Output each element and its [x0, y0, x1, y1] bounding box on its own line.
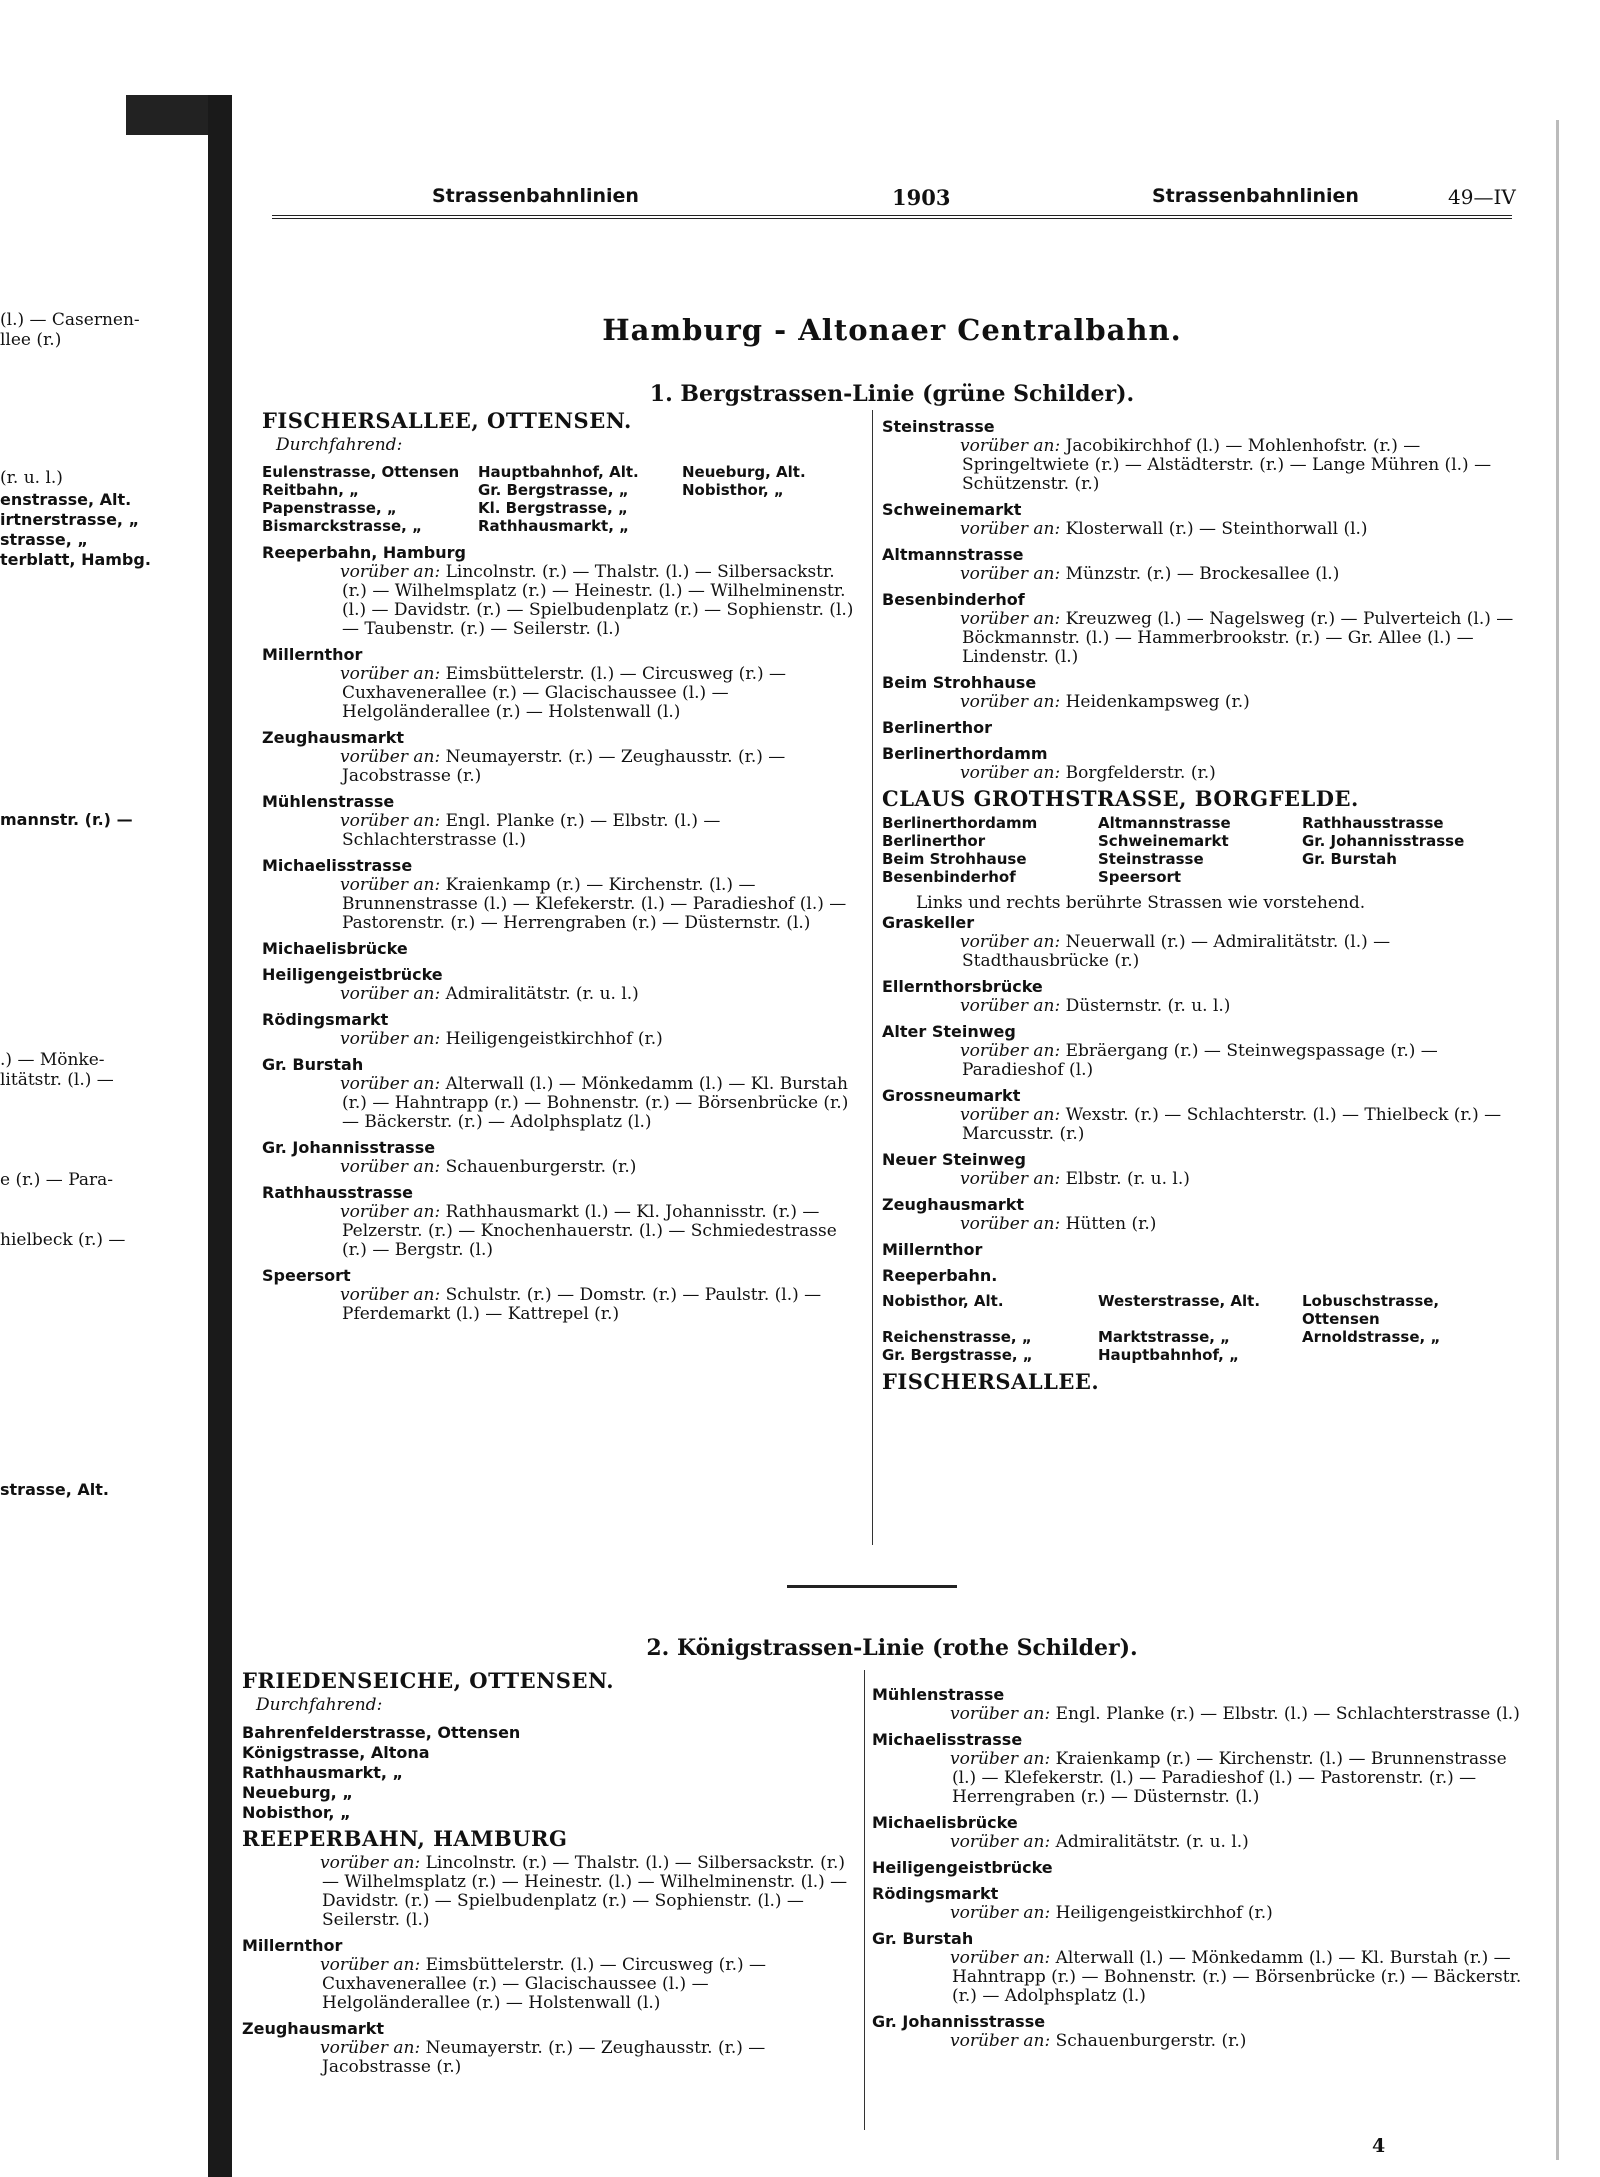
stop-passes: vorüber an: Münzstr. (r.) — Brockesallee (l.) — [960, 564, 1340, 584]
stop-passes: vorüber an: Schulstr. (r.) — Domstr. (r.) — Paulstr. (l.) — Pferdemarkt (l.) — Kattrepel (r.) — [340, 1285, 822, 1324]
header-year: 1903 — [892, 185, 951, 210]
l1l-entry — [262, 1138, 862, 1177]
passes-label: vorüber an: — [950, 1832, 1056, 1852]
through-stop: Königstrasse, Altona — [242, 1743, 430, 1762]
stop-passes: vorüber an: Lincolnstr. (r.) — Thalstr. (l.) — Silbersackstr. (r.) — Wilhelmsplatz (r.) — Heinestr. (l.) — Wilhelminenstr. (l.) — Davidstr. (r.) — Spielbudenplatz (r.) — Sophienstr. (l.) — Taubenstr. (r.) — Seilerstr. (l.) — [340, 562, 854, 639]
l2r-entry — [872, 1730, 1532, 1807]
stop-passes: vorüber an: Neumayerstr. (r.) — Zeughausstr. (r.) — Jacobstrasse (r.) — [340, 747, 786, 786]
through-label: Durchfahrend: — [276, 435, 403, 455]
book-spine — [208, 95, 232, 2177]
stop-passes: vorüber an: Kraienkamp (r.) — Kirchenstr. (l.) — Brunnenstrasse (l.) — Klefekerstr. (l.) — Paradieshof (l.) — Pastorenstr. (r.) — Herrengraben (r.) — Düsternstr. (l.) — [340, 875, 847, 933]
passes-label: vorüber an: — [960, 763, 1066, 783]
stop-name: Reeperbahn. — [882, 1266, 998, 1285]
passes-label: vorüber an: — [340, 664, 446, 684]
left-page-fragment — [0, 95, 222, 2177]
stop-name: Michaelisstrasse — [872, 1730, 1023, 1749]
passes-label: vorüber an: — [960, 1105, 1066, 1125]
stop-passes: vorüber an: Heiligengeistkirchhof (r.) — [340, 1029, 663, 1049]
grid-cell: Hauptbahnhof, „ — [1098, 1346, 1239, 1364]
l1l-entry — [262, 965, 862, 1004]
grid-cell — [1302, 1346, 1502, 1364]
l1l-entry — [262, 1010, 862, 1049]
fragment-text: (r. u. l.) — [0, 468, 63, 488]
passes-label: vorüber an: — [340, 984, 446, 1004]
grid-cell: Eulenstrasse, Ottensen — [262, 463, 460, 481]
running-header — [272, 185, 1532, 215]
l1r2-entry — [882, 977, 1542, 1016]
start-station: FISCHERSALLEE, OTTENSEN. — [262, 408, 632, 433]
passes-label: vorüber an: — [960, 1214, 1066, 1234]
passes-label: vorüber an: — [950, 1749, 1056, 1769]
l2l-entry — [242, 1854, 852, 1930]
stop-passes: vorüber an: Alterwall (l.) — Mönkedamm (l.) — Kl. Burstah (r.) — Hahntrapp (r.) — Bohnenstr. (r.) — Börsenbrücke (r.) — Bäckerstr. (r.) — Adolphsplatz (l.) — [340, 1074, 849, 1132]
stop-passes: vorüber an: Jacobikirchhof (l.) — Mohlenhofstr. (r.) — Springeltwiete (r.) — Alstädterstr. (r.) — Lange Mühren (l.) — Schützenstr. (r.) — [960, 436, 1492, 494]
l1r-entry — [882, 718, 1542, 738]
spine-shadow-top — [126, 95, 208, 135]
grid-cell: Neueburg, Alt. — [682, 463, 806, 481]
passes-label: vorüber an: — [960, 609, 1066, 629]
grid-cell: Papenstrasse, „ — [262, 499, 397, 517]
passes-label: vorüber an: — [320, 1955, 426, 1975]
fragment-text: mannstr. (r.) — — [0, 810, 133, 829]
grid-cell: Berlinerthor — [882, 832, 986, 850]
stop-passes: vorüber an: Lincolnstr. (r.) — Thalstr. (l.) — Silbersackstr. (r.) — Wilhelmsplatz (r.) — Heinestr. (l.) — Wilhelminenstr. (l.) — Davidstr. (r.) — Spielbudenplatz (r.) — Sophienstr. (l.) — Seilerstr. (l.) — [320, 1853, 848, 1930]
grid-cell: Berlinerthordamm — [882, 814, 1038, 832]
column-rule-2 — [864, 1670, 865, 2130]
fragment-text: strasse, Alt. — [0, 1480, 109, 1499]
line2-right-column — [872, 1685, 1532, 2057]
stop-passes: vorüber an: Ebräergang (r.) — Steinwegspassage (r.) — Paradieshof (l.) — [960, 1041, 1438, 1080]
stop-name: Graskeller — [882, 913, 975, 932]
passes-label: vorüber an: — [960, 996, 1066, 1016]
l1r2-entry — [882, 1195, 1542, 1234]
grid-cell: Reitbahn, „ — [262, 481, 360, 499]
stop-passes: vorüber an: Neumayerstr. (r.) — Zeughausstr. (r.) — Jacobstrasse (r.) — [320, 2038, 766, 2077]
stop-passes: vorüber an: Admiralitätstr. (r. u. l.) — [340, 984, 639, 1004]
grid-cell: Gr. Johannisstrasse — [1302, 832, 1465, 850]
grid-cell: Arnoldstrasse, „ — [1302, 1328, 1441, 1346]
end-station: FISCHERSALLEE. — [882, 1369, 1100, 1394]
through-stop: Bahrenfelderstrasse, Ottensen — [242, 1723, 521, 1742]
header-left: Strassenbahnlinien — [432, 185, 639, 207]
l2r-entry — [872, 1929, 1532, 2006]
l2r-entry — [872, 2012, 1532, 2051]
passes-label: vorüber an: — [950, 1903, 1056, 1923]
stop-name: Michaelisbrücke — [262, 939, 408, 958]
l1r2-entry — [882, 913, 1542, 971]
fragment-text: llee (r.) — [0, 330, 62, 350]
through-stop: Nobisthor, „ — [242, 1803, 351, 1822]
fragment-text: terblatt, Hambg. — [0, 550, 151, 569]
passes-label: vorüber an: — [340, 875, 446, 895]
passes-label: vorüber an: — [960, 692, 1066, 712]
grid-cell — [1302, 868, 1502, 886]
line1-heading: 1. Bergstrassen-Linie (grüne Schilder). — [649, 381, 1135, 407]
l2l-entry — [242, 1936, 852, 2013]
stop-passes: vorüber an: Admiralitätstr. (r. u. l.) — [950, 1832, 1249, 1852]
stop-name: Millernthor — [262, 645, 363, 664]
stop-name: Millernthor — [882, 1240, 983, 1259]
passes-label: vorüber an: — [340, 747, 446, 767]
footer-page-number: 4 — [1372, 2135, 1386, 2157]
l1l-entry — [262, 1183, 862, 1260]
l1r2-entry — [882, 1266, 1542, 1286]
stop-name: Rödingsmarkt — [262, 1010, 389, 1029]
stop-passes: vorüber an: Schauenburgerstr. (r.) — [950, 2031, 1247, 2051]
right-page — [232, 95, 1552, 2177]
stop-name: Millernthor — [242, 1936, 343, 1955]
fragment-text: (l.) — Casernen- — [0, 310, 140, 330]
l1r-entry — [882, 590, 1542, 667]
stop-passes: vorüber an: Engl. Planke (r.) — Elbstr. (l.) — Schlachterstrasse (l.) — [340, 811, 721, 850]
stop-passes: vorüber an: Schauenburgerstr. (r.) — [340, 1157, 637, 1177]
stop-passes: vorüber an: Neuerwall (r.) — Admiralitätstr. (l.) — Stadthausbrücke (r.) — [960, 932, 1391, 971]
grid-cell: Westerstrasse, Alt. — [1098, 1292, 1261, 1310]
stop-passes: vorüber an: Eimsbüttelerstr. (l.) — Circusweg (r.) — Cuxhavenerallee (r.) — Glacischaussee (l.) — Helgoländerallee (r.) — Holstenwall (l.) — [320, 1955, 767, 2013]
stop-name: Berlinerthor — [882, 718, 992, 737]
grid-cell: Rathhausstrasse — [1302, 814, 1444, 832]
fragment-text: hielbeck (r.) — — [0, 1230, 126, 1250]
stop-name: Speersort — [262, 1266, 351, 1285]
l1l-entry — [262, 1055, 862, 1132]
passes-label: vorüber an: — [960, 932, 1066, 952]
grid-cell: Steinstrasse — [1098, 850, 1204, 868]
passes-label: vorüber an: — [320, 1853, 426, 1873]
passes-label: vorüber an: — [320, 2038, 426, 2058]
line1-right-column — [882, 417, 1542, 1397]
end-grid — [882, 1292, 1542, 1364]
l2r-entry — [872, 1813, 1532, 1852]
grid-cell: Schweinemarkt — [1098, 832, 1229, 850]
stop-name: Berlinerthordamm — [882, 744, 1048, 763]
passes-label: vorüber an: — [950, 2031, 1056, 2051]
stop-name: Steinstrasse — [882, 417, 995, 436]
stop-name: Gr. Burstah — [872, 1929, 974, 1948]
l1r-entry — [882, 744, 1542, 783]
grid-cell: Altmannstrasse — [1098, 814, 1231, 832]
stop-name: Beim Strohhause — [882, 673, 1037, 692]
stop-name: Mühlenstrasse — [872, 1685, 1005, 1704]
passes-label: vorüber an: — [950, 1948, 1056, 1968]
l1l-entry — [262, 645, 862, 722]
l1l-entry — [262, 792, 862, 850]
header-rule — [272, 215, 1512, 219]
stop-name: Gr. Johannisstrasse — [262, 1138, 436, 1157]
return-grid — [882, 814, 1542, 886]
grid-cell: Besenbinderhof — [882, 868, 1016, 886]
l1r2-entry — [882, 1086, 1542, 1144]
passes-label: vorüber an: — [340, 1285, 446, 1305]
through-stop: Neueburg, „ — [242, 1783, 353, 1802]
l1l-entry — [262, 939, 862, 959]
stop-passes: vorüber an: Düsternstr. (r. u. l.) — [960, 996, 1231, 1016]
fragment-text: .) — Mönke- — [0, 1050, 105, 1070]
stop-passes: vorüber an: Elbstr. (r. u. l.) — [960, 1169, 1190, 1189]
grid-cell: Beim Strohhause — [882, 850, 1027, 868]
turn-station: CLAUS GROTHSTRASSE, BORGFELDE. — [882, 786, 1359, 811]
fragment-text: irtnerstrasse, „ — [0, 510, 140, 529]
l1r2-entry — [882, 1150, 1542, 1189]
stop-name: Reeperbahn, Hamburg — [262, 543, 466, 562]
stop-name: Zeughausmarkt — [242, 2019, 385, 2038]
l1r2-entry — [882, 1022, 1542, 1080]
passes-label: vorüber an: — [960, 1169, 1066, 1189]
grid-cell: Nobisthor, „ — [682, 481, 784, 499]
fragment-text: litätstr. (l.) — — [0, 1070, 114, 1090]
stop-passes: vorüber an: Eimsbüttelerstr. (l.) — Circusweg (r.) — Cuxhavenerallee (r.) — Glacischaussee (l.) — Helgoländerallee (r.) — Holstenwall (l.) — [340, 664, 787, 722]
through-grid — [262, 463, 862, 535]
fragment-text: strasse, „ — [0, 530, 88, 549]
stop-name: Heiligengeistbrücke — [262, 965, 443, 984]
turn-station: REEPERBAHN, HAMBURG — [242, 1826, 568, 1851]
line1-left-column — [262, 405, 862, 1330]
passes-label: vorüber an: — [960, 436, 1066, 456]
column-rule — [872, 410, 873, 1545]
stop-passes: vorüber an: Rathhausmarkt (l.) — Kl. Johannisstr. (r.) — Pelzerstr. (r.) — Knochenhauerstr. (l.) — Schmiedestrasse (r.) — Bergstr. (l.) — [340, 1202, 837, 1260]
l2l-entry — [242, 2019, 852, 2077]
l1l-entry — [262, 543, 862, 639]
l2r-entry — [872, 1858, 1532, 1878]
stop-name: Alter Steinweg — [882, 1022, 1016, 1041]
l2r-entry — [872, 1685, 1532, 1724]
header-right: Strassenbahnlinien — [1152, 185, 1359, 207]
grid-cell: Hauptbahnhof, Alt. — [478, 463, 639, 481]
stop-name: Rathhausstrasse — [262, 1183, 414, 1202]
passes-label: vorüber an: — [960, 564, 1066, 584]
grid-cell: Reichenstrasse, „ — [882, 1328, 1032, 1346]
stop-name: Grossneumarkt — [882, 1086, 1021, 1105]
stop-passes: vorüber an: Heidenkampsweg (r.) — [960, 692, 1250, 712]
l1r-entry — [882, 500, 1542, 539]
grid-cell: Marktstrasse, „ — [1098, 1328, 1231, 1346]
fragment-text: enstrasse, Alt. — [0, 490, 132, 509]
passes-label: vorüber an: — [340, 562, 446, 582]
stop-name: Mühlenstrasse — [262, 792, 395, 811]
l1r-entry — [882, 673, 1542, 712]
stop-passes: vorüber an: Wexstr. (r.) — Schlachterstr. (l.) — Thielbeck (r.) — Marcusstr. (r.) — [960, 1105, 1502, 1144]
stop-name: Neuer Steinweg — [882, 1150, 1026, 1169]
grid-cell: Gr. Bergstrasse, „ — [478, 481, 629, 499]
grid-cell: Lobuschstrasse, Ottensen — [1302, 1292, 1440, 1328]
passes-label: vorüber an: — [960, 519, 1066, 539]
page-number: 49—IV — [1448, 185, 1516, 209]
passes-label: vorüber an: — [950, 1704, 1056, 1724]
stop-passes: vorüber an: Borgfelderstr. (r.) — [960, 763, 1216, 783]
stop-passes: vorüber an: Kreuzweg (l.) — Nagelsweg (r.) — Pulverteich (l.) — Böckmannstr. (l.) — Hammerbrookstr. (r.) — Gr. Allee (l.) — Lindenstr. (l.) — [960, 609, 1514, 667]
passes-label: vorüber an: — [340, 1029, 446, 1049]
stop-name: Zeughausmarkt — [882, 1195, 1025, 1214]
stop-name: Michaelisbrücke — [872, 1813, 1018, 1832]
stop-passes: vorüber an: Engl. Planke (r.) — Elbstr. (l.) — Schlachterstrasse (l.) — [950, 1704, 1520, 1724]
note-text: Links und rechts berührte Strassen wie vorstehend. — [916, 893, 1366, 913]
l1l-entry — [262, 1266, 862, 1324]
stop-passes: vorüber an: Hütten (r.) — [960, 1214, 1157, 1234]
stop-name: Michaelisstrasse — [262, 856, 413, 875]
stop-name: Altmannstrasse — [882, 545, 1024, 564]
section-separator — [787, 1585, 957, 1588]
stop-passes: vorüber an: Alterwall (l.) — Mönkedamm (l.) — Kl. Burstah (r.) — Hahntrapp (r.) — Bohnenstr. (r.) — Börsenbrücke (r.) — Bäckerstr. (r.) — Adolphsplatz (l.) — [950, 1948, 1522, 2006]
passes-label: vorüber an: — [340, 811, 446, 831]
page-title: Hamburg - Altonaer Centralbahn. — [602, 313, 1182, 347]
fragment-text: e (r.) — Para- — [0, 1170, 114, 1190]
passes-label: vorüber an: — [960, 1041, 1066, 1061]
line2-heading: 2. Königstrassen-Linie (rothe Schilder). — [646, 1635, 1138, 1661]
stop-name: Rödingsmarkt — [872, 1884, 999, 1903]
passes-label: vorüber an: — [340, 1157, 446, 1177]
grid-cell: Speersort — [1098, 868, 1182, 886]
stop-name: Gr. Johannisstrasse — [872, 2012, 1046, 2031]
grid-cell — [682, 517, 882, 535]
through-stop: Rathhausmarkt, „ — [242, 1763, 404, 1782]
stop-name: Besenbinderhof — [882, 590, 1025, 609]
stop-name: Ellernthorsbrücke — [882, 977, 1043, 996]
grid-cell: Gr. Burstah — [1302, 850, 1397, 868]
l2r-entry — [872, 1884, 1532, 1923]
through-list — [242, 1723, 852, 1823]
stop-name: Zeughausmarkt — [262, 728, 405, 747]
stop-passes: vorüber an: Klosterwall (r.) — Steinthorwall (l.) — [960, 519, 1368, 539]
l1l-entry — [262, 728, 862, 786]
grid-cell: Kl. Bergstrasse, „ — [478, 499, 628, 517]
stop-name: Gr. Burstah — [262, 1055, 364, 1074]
l1r-entry — [882, 417, 1542, 494]
grid-cell: Rathhausmarkt, „ — [478, 517, 630, 535]
stop-name: Heiligengeistbrücke — [872, 1858, 1053, 1877]
stop-name: Schweinemarkt — [882, 500, 1022, 519]
passes-label: vorüber an: — [340, 1202, 446, 1222]
stop-passes: vorüber an: Heiligengeistkirchhof (r.) — [950, 1903, 1273, 1923]
stop-passes: vorüber an: Kraienkamp (r.) — Kirchenstr. (l.) — Brunnenstrasse (l.) — Klefekerstr. (l.) — Paradieshof (l.) — Pastorenstr. (r.) — Herrengraben (r.) — Düsternstr. (l.) — [950, 1749, 1507, 1807]
start-station: FRIEDENSEICHE, OTTENSEN. — [242, 1668, 615, 1693]
grid-cell: Nobisthor, Alt. — [882, 1292, 1004, 1310]
passes-label: vorüber an: — [340, 1074, 446, 1094]
grid-cell: Gr. Bergstrasse, „ — [882, 1346, 1033, 1364]
l1r2-entry — [882, 1240, 1542, 1260]
page-edge — [1556, 120, 1559, 2160]
l1r-entry — [882, 545, 1542, 584]
through-label: Durchfahrend: — [256, 1695, 383, 1715]
grid-cell — [682, 499, 882, 517]
grid-cell: Bismarckstrasse, „ — [262, 517, 422, 535]
l1l-entry — [262, 856, 862, 933]
line2-left-column — [242, 1665, 852, 2083]
